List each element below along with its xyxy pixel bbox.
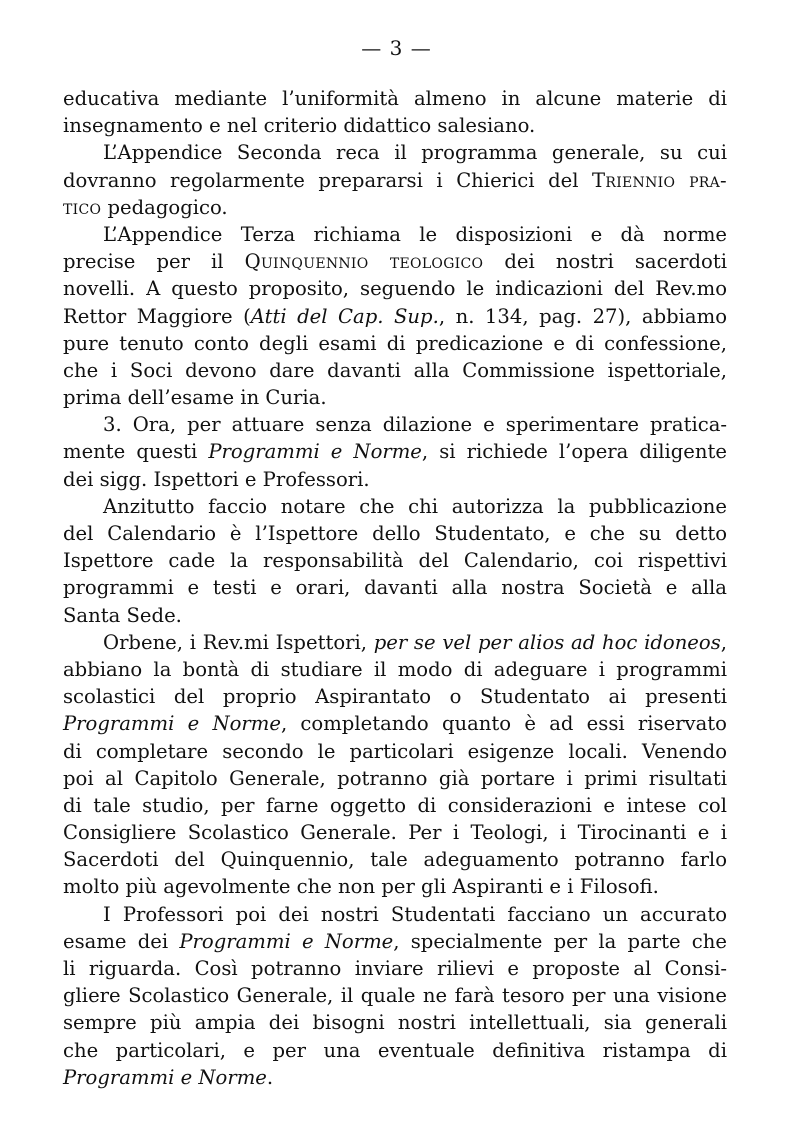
text-line bbox=[63, 493, 727, 520]
paragraph bbox=[63, 901, 727, 1091]
text-line bbox=[63, 303, 727, 330]
italic-text: per se vel per alios ad hoc idoneos bbox=[373, 630, 721, 654]
text-line bbox=[63, 221, 727, 248]
text-run: che i Soci devono dare davanti alla Commissione ispettoriale, bbox=[63, 358, 727, 382]
text-run: , specialmente per la parte che bbox=[393, 929, 727, 953]
paragraph bbox=[63, 493, 727, 629]
text-run: poi al Capitolo Generale, potranno già portare i primi risultati bbox=[63, 766, 727, 790]
text-line bbox=[63, 357, 727, 384]
text-line bbox=[63, 1037, 727, 1064]
text-run: gliere Scolastico Generale, il quale ne farà tesoro per una visione bbox=[63, 984, 727, 1008]
body-text bbox=[63, 85, 727, 1091]
paragraph bbox=[63, 411, 727, 493]
text-run: dovranno regolarmente prepararsi i Chierici del bbox=[63, 168, 592, 192]
text-line bbox=[63, 167, 727, 194]
text-line bbox=[63, 139, 727, 166]
text-run: precise per il bbox=[63, 250, 245, 274]
text-run: del Calendario è l’Ispettore dello Studentato, e che su detto bbox=[63, 522, 727, 545]
text-line bbox=[63, 710, 727, 737]
text-run: di completare secondo le particolari esigenze locali. Venendo bbox=[63, 739, 727, 763]
text-line bbox=[63, 955, 727, 982]
italic-text: Programmi e Norme bbox=[63, 1065, 267, 1089]
text-run: Rettor Maggiore ( bbox=[63, 304, 251, 328]
text-line bbox=[63, 85, 727, 112]
text-run: prima dell’esame in Curia. bbox=[63, 386, 327, 410]
text-run: insegnamento e nel criterio didattico salesiano. bbox=[63, 114, 536, 138]
text-line bbox=[63, 547, 727, 574]
text-run: dei sigg. Ispettori e Professori. bbox=[63, 467, 370, 491]
text-run: I Professori poi dei nostri Studentati facciano un accurato bbox=[103, 902, 727, 926]
text-line bbox=[63, 384, 727, 411]
text-line bbox=[63, 330, 727, 357]
text-line bbox=[63, 1064, 727, 1091]
text-run: Orbene, i Rev.mi Ispettori, bbox=[103, 630, 374, 654]
italic-text: Programmi e Norme bbox=[208, 440, 422, 464]
text-line bbox=[63, 1009, 727, 1036]
text-run: pure tenuto conto degli esami di predicazione e di confessione, bbox=[63, 331, 727, 355]
text-line bbox=[63, 602, 727, 629]
text-line bbox=[63, 275, 727, 302]
text-run: , completando quanto è ad essi riservato bbox=[280, 712, 727, 736]
text-run: Anzitutto faccio notare che chi autorizza la pubblicazione bbox=[103, 494, 727, 518]
text-line bbox=[63, 765, 727, 792]
text-line bbox=[63, 112, 727, 139]
text-line bbox=[63, 411, 727, 438]
text-run: L’Appendice Seconda reca il programma generale, su cui bbox=[103, 141, 727, 165]
text-run: , si richiede l’opera diligente bbox=[421, 440, 727, 464]
text-line bbox=[63, 656, 727, 683]
text-run: novelli. A questo proposito, seguendo le indicazioni del Rev.mo bbox=[63, 277, 727, 301]
italic-text: Atti del Cap. Sup. bbox=[250, 304, 439, 328]
text-line bbox=[63, 629, 727, 656]
text-line bbox=[63, 574, 727, 601]
small-caps-text: Triennio pra- bbox=[592, 168, 727, 192]
italic-text: Programmi e Norme bbox=[63, 712, 281, 736]
text-line bbox=[63, 466, 727, 493]
text-line bbox=[63, 982, 727, 1009]
text-run: molto più agevolmente che non per gli Aspiranti e i Filosofi. bbox=[63, 875, 659, 899]
text-line bbox=[63, 738, 727, 765]
text-run: programmi e testi e orari, davanti alla nostra Società e alla bbox=[63, 576, 727, 600]
text-run: che particolari, e per una eventuale definitiva ristampa di bbox=[63, 1038, 727, 1062]
text-run: esame dei bbox=[63, 929, 180, 953]
text-line bbox=[63, 792, 727, 819]
text-line bbox=[63, 873, 727, 900]
text-run: dei nostri sacerdoti bbox=[483, 250, 727, 274]
text-run: Sacerdoti del Quinquennio, tale adeguamento potranno farlo bbox=[63, 848, 727, 872]
text-line bbox=[63, 928, 727, 955]
text-run: . bbox=[266, 1065, 274, 1089]
paragraph bbox=[63, 629, 727, 901]
text-run: , bbox=[720, 630, 727, 654]
text-run: sempre più ampia dei bisogni nostri intellettuali, sia generali bbox=[63, 1011, 727, 1035]
text-line bbox=[63, 194, 727, 221]
small-caps-text: tico bbox=[63, 195, 102, 219]
text-line bbox=[63, 438, 727, 465]
text-run: pedagogico. bbox=[101, 195, 228, 219]
text-run: educativa mediante l’uniformità almeno in alcune materie di bbox=[63, 87, 727, 110]
text-run: li riguarda. Così potranno inviare rilievi e proposte al Consi- bbox=[63, 957, 727, 980]
text-line bbox=[63, 683, 727, 710]
text-run: di tale studio, per farne oggetto di considerazioni e intese col bbox=[63, 793, 727, 817]
text-line bbox=[63, 248, 727, 275]
text-line bbox=[63, 901, 727, 928]
text-run: Ispettore cade la responsabilità del Calendario, coi rispettivi bbox=[63, 549, 727, 573]
paragraph bbox=[63, 85, 727, 139]
text-line bbox=[63, 846, 727, 873]
page-number: — 3 — bbox=[361, 36, 432, 60]
text-run: Santa Sede. bbox=[63, 603, 182, 627]
text-run: , n. 134, pag. 27), abbiamo bbox=[438, 304, 727, 328]
text-run: Consigliere Scolastico Generale. Per i Teologi, i Tirocinanti e i bbox=[63, 821, 727, 845]
text-run: 3. Ora, per attuare senza dilazione e sperimentare pratica- bbox=[103, 413, 727, 437]
text-line bbox=[63, 520, 727, 547]
paragraph bbox=[63, 139, 727, 221]
text-run: L’Appendice Terza richiama le disposizioni e dà norme bbox=[103, 222, 727, 246]
text-run: abbiano la bontà di studiare il modo di adeguare i programmi bbox=[63, 657, 727, 681]
text-run: scolastici del proprio Aspirantato o Studentato ai presenti bbox=[63, 685, 727, 709]
text-run: mente questi bbox=[63, 440, 209, 464]
italic-text: Programmi e Norme bbox=[179, 929, 394, 953]
text-line bbox=[63, 819, 727, 846]
paragraph bbox=[63, 221, 727, 411]
small-caps-text: Quinquennio teologico bbox=[244, 250, 484, 274]
